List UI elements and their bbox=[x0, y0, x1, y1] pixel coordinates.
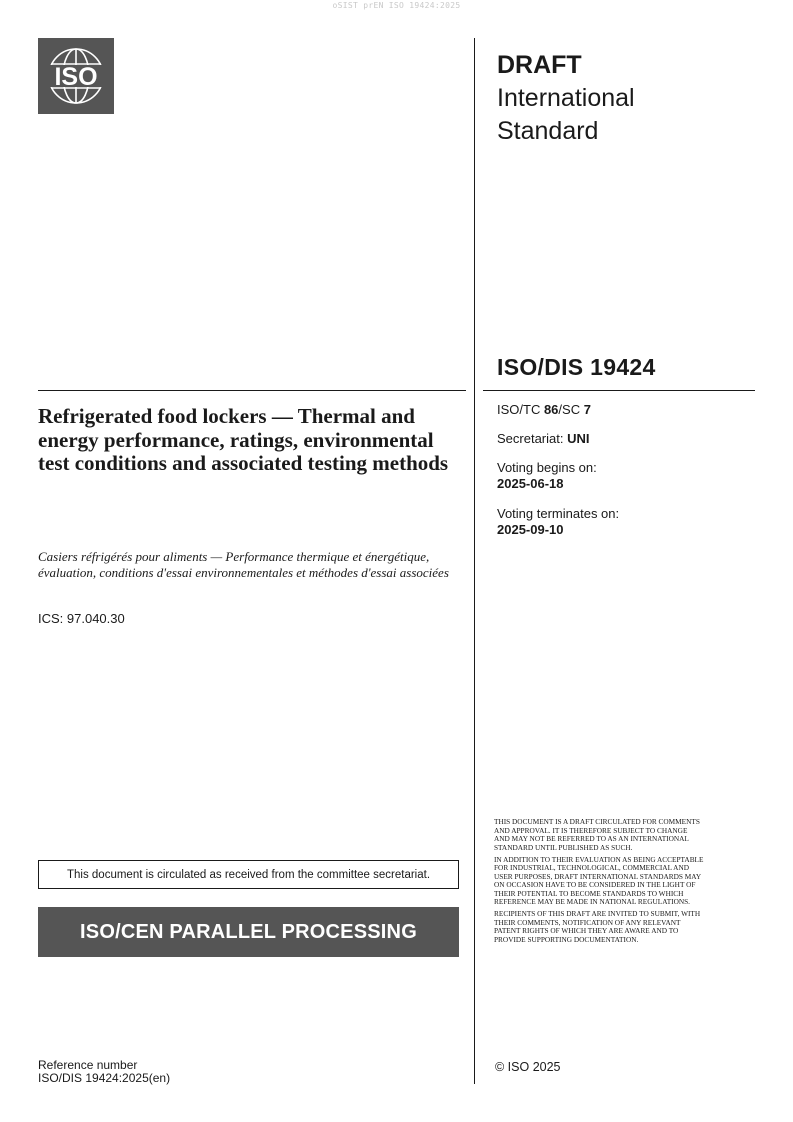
tc-prefix: ISO/TC bbox=[497, 402, 544, 417]
disclaimer-paragraph: THIS DOCUMENT IS A DRAFT CIRCULATED FOR COMMENTS AND APPROVAL. IT IS THEREFORE SUBJECT TO CHANGE AND MAY NOT BE REFERRED TO AS AN INTERNATIONAL STANDARD UNTIL PUBLISHED AS SUCH. bbox=[494, 817, 700, 852]
reference-label: Reference number bbox=[38, 1058, 138, 1072]
document-type bbox=[497, 49, 635, 148]
doc-type-draft: DRAFT bbox=[497, 51, 582, 79]
voting-begins-label: Voting begins on: bbox=[497, 460, 597, 475]
disclaimer-paragraph: IN ADDITION TO THEIR EVALUATION AS BEING ACCEPTABLE FOR INDUSTRIAL, TECHNOLOGICAL, COMMERCIAL AND USER PURPOSES, DRAFT INTERNATIONAL STANDARDS MAY ON OCCASION HAVE TO BE CONSIDERED IN THE LIGHT OF THEIR POTENTIAL TO BECOME STANDARDS TO WHICH REFERENCE MAY BE MADE IN NATIONAL REGULATIONS. bbox=[494, 854, 704, 906]
voting-terminates-label: Voting terminates on: bbox=[497, 506, 620, 521]
iso-globe-icon bbox=[38, 38, 114, 114]
reference-number bbox=[38, 1059, 170, 1085]
parallel-processing-banner: ISO/CEN PARALLEL PROCESSING bbox=[38, 907, 459, 957]
doc-type-standard: Standard bbox=[497, 117, 599, 145]
copyright: © ISO 2025 bbox=[495, 1060, 561, 1074]
horizontal-divider-left bbox=[38, 390, 466, 391]
secretariat-label: Secretariat: bbox=[497, 431, 568, 446]
logo-text: ISO bbox=[54, 63, 98, 91]
english-title: Refrigerated food lockers — Thermal and energy performance, ratings, environmental test conditions and associated testing methods bbox=[38, 404, 449, 475]
voting-begins-date: 2025-06-18 bbox=[497, 476, 564, 491]
circulation-notice: This document is circulated as received from the committee secretariat. bbox=[38, 860, 459, 889]
vertical-divider bbox=[474, 38, 475, 1084]
iso-logo bbox=[38, 38, 114, 114]
draft-disclaimer bbox=[494, 818, 704, 948]
voting-terminates-date: 2025-09-10 bbox=[497, 522, 564, 537]
watermark: oSIST prEN ISO 19424:2025 bbox=[332, 1, 461, 10]
horizontal-divider-right bbox=[483, 390, 755, 391]
ics-code: ICS: 97.040.30 bbox=[38, 611, 125, 626]
french-title: Casiers réfrigérés pour aliments — Performance thermique et énergétique, évaluation, conditions d'essai environnementales et méthodes d'essai associées bbox=[38, 549, 449, 580]
disclaimer-paragraph: RECIPIENTS OF THIS DRAFT ARE INVITED TO SUBMIT, WITH THEIR COMMENTS, NOTIFICATION OF ANY RELEVANT PATENT RIGHTS OF WHICH THEY ARE AWARE AND TO PROVIDE SUPPORTING DOCUMENTATION. bbox=[494, 909, 701, 944]
secretariat-value: UNI bbox=[567, 431, 590, 446]
document-number: ISO/DIS 19424 bbox=[497, 354, 656, 380]
voting-begins bbox=[497, 460, 747, 492]
committee-line bbox=[497, 402, 747, 418]
metadata-block bbox=[497, 402, 747, 552]
reference-value: ISO/DIS 19424:2025(en) bbox=[38, 1071, 171, 1085]
tc-number: 86 bbox=[543, 402, 559, 417]
sc-prefix: /SC bbox=[558, 402, 584, 417]
doc-type-international: International bbox=[497, 84, 635, 112]
sc-number: 7 bbox=[583, 402, 591, 417]
voting-terminates bbox=[497, 506, 747, 538]
secretariat-line bbox=[497, 431, 747, 447]
